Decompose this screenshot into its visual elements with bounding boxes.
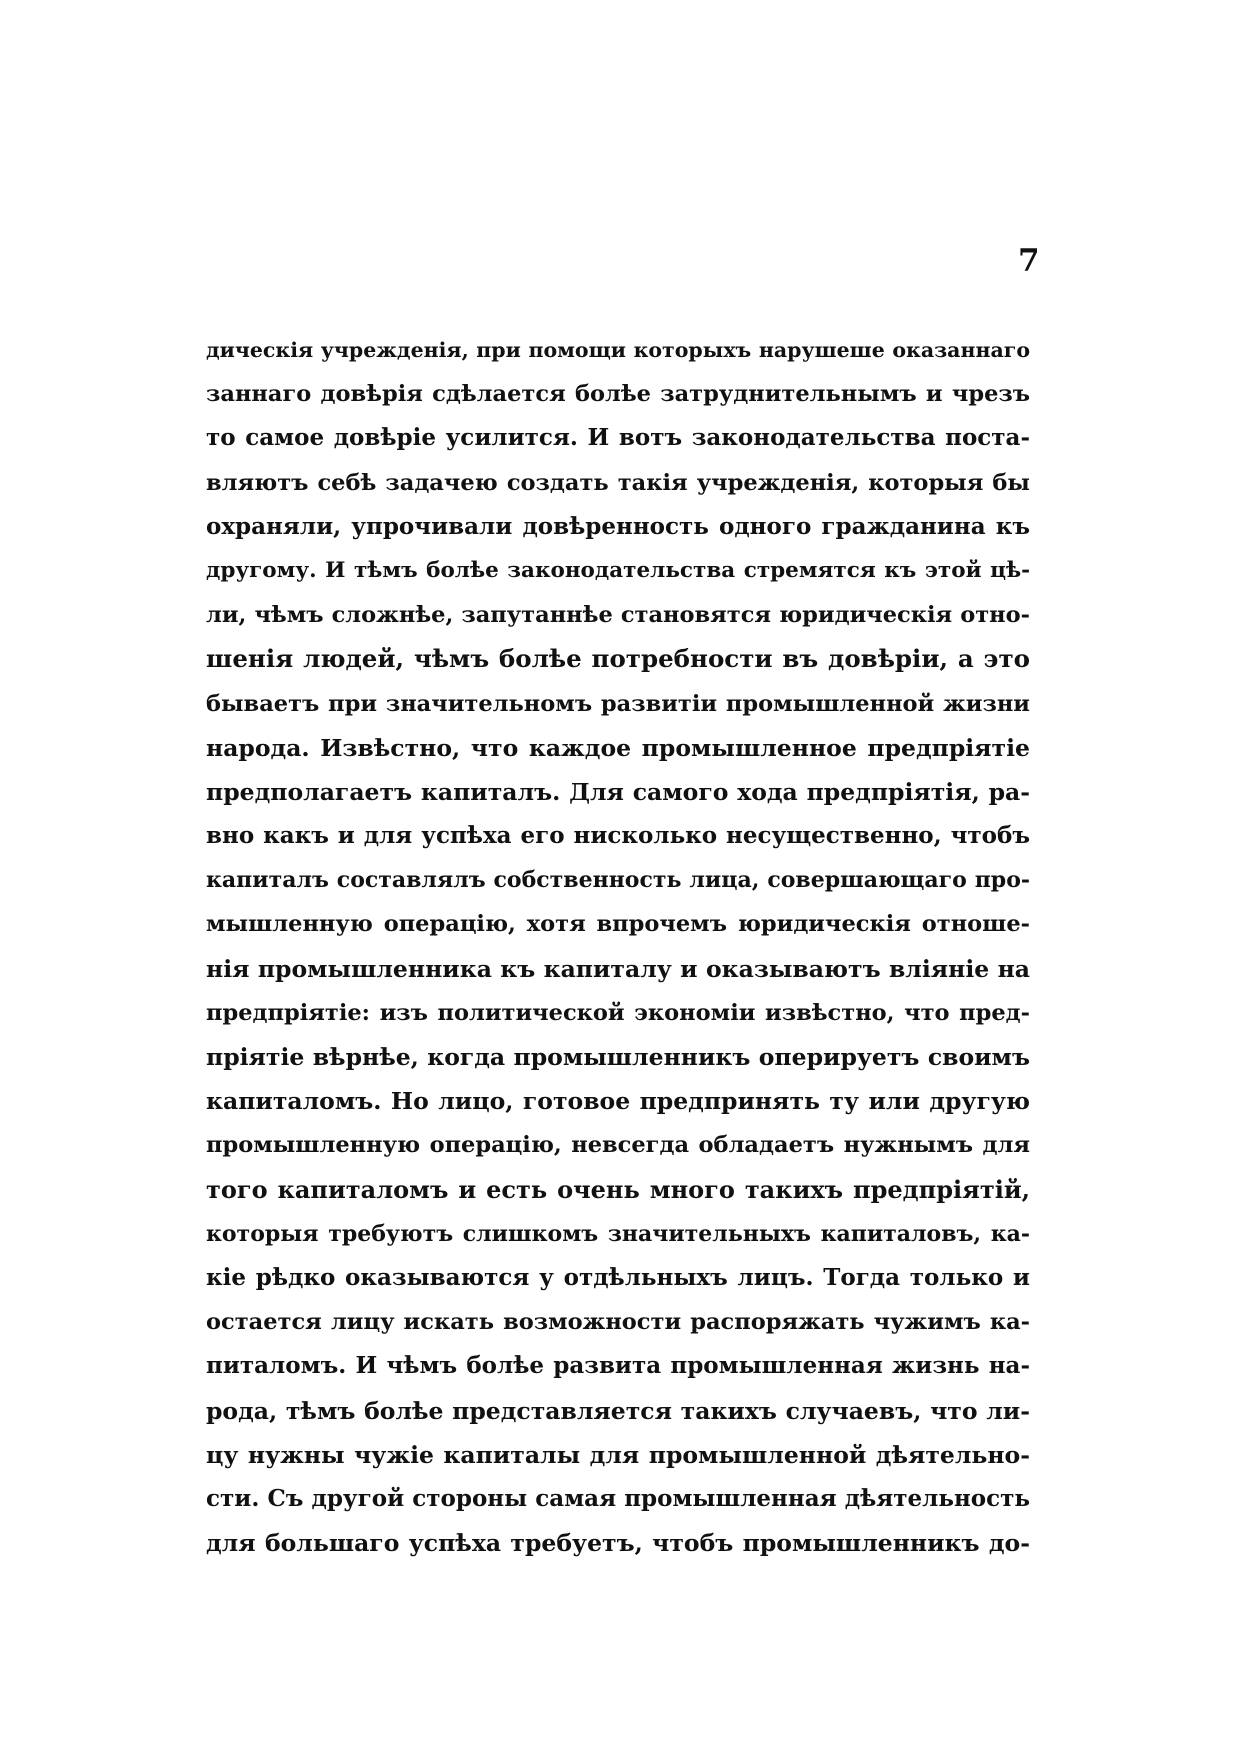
page-number: 7 xyxy=(1018,243,1040,279)
text-line: остается лицу искать возможности распоряжать чужимъ ка- xyxy=(206,1309,1030,1336)
text-line: питаломъ. И чѣмъ болѣе развита промышленная жизнь на- xyxy=(206,1352,1030,1380)
text-line: предпріятіе: изъ политической экономіи извѣстно, что пред- xyxy=(206,999,1030,1026)
text-line: охраняли, упрочивали довѣренность одного гражданина къ xyxy=(206,512,1030,540)
text-line: бываетъ при значительномъ развитіи промышленной жизни xyxy=(206,690,1030,717)
text-line: кіе рѣдко оказываются у отдѣльныхъ лицъ. Тогда только и xyxy=(206,1263,1030,1291)
text-line: которыя требуютъ слишкомъ значительныхъ капиталовъ, ка- xyxy=(206,1220,1030,1247)
text-line: то самое довѣріе усилится. И вотъ законодательства поста- xyxy=(206,424,1030,452)
text-line: народа. Извѣстно, что каждое промышленное предпріятіе xyxy=(206,733,1030,762)
text-line: нія промышленника къ капиталу и оказываютъ вліяніе на xyxy=(206,954,1030,983)
text-line: цу нужны чужіе капиталы для промышленной дѣятельно- xyxy=(206,1440,1030,1469)
text-line: вно какъ и для успѣха его нисколько несущественно, чтобъ xyxy=(206,822,1030,850)
text-line: ли, чѣмъ сложнѣе, запутаннѣе становятся юридическія отно- xyxy=(206,602,1030,629)
text-line: капиталомъ. Но лицо, готовое предпринять ту или другую xyxy=(206,1087,1030,1116)
text-line: заннаго довѣрія сдѣлается болѣе затруднительнымъ и чрезъ xyxy=(206,381,1030,408)
text-line: капиталъ составлялъ собственность лица, совершающаго про- xyxy=(206,867,1030,894)
text-line: мышленную операцію, хотя впрочемъ юридическія отноше- xyxy=(206,911,1030,938)
body-text xyxy=(206,328,1030,1565)
text-line: дическія учрежденія, при помощи которыхъ нарушеше оказаннаго xyxy=(206,338,1030,362)
text-line: шенія людей, чѣмъ болѣе потребности въ довѣріи, а это xyxy=(206,644,1030,674)
text-line: другому. И тѣмъ болѣе законодательства стремятся къ этой цѣ- xyxy=(206,557,1030,583)
text-line: вляютъ себѣ задачею создать такія учрежденія, которыя бы xyxy=(206,469,1030,496)
text-line: того капиталомъ и есть очень много такихъ предпріятій, xyxy=(206,1174,1030,1204)
text-line: сти. Съ другой стороны самая промышленная дѣятельность xyxy=(206,1484,1030,1512)
text-line: промышленную операцію, невсегда обладаетъ нужнымъ для xyxy=(206,1132,1030,1159)
text-line: пріятіе вѣрнѣе, когда промышленникъ оперируетъ своимъ xyxy=(206,1043,1030,1071)
text-line: для большаго успѣха требуетъ, чтобъ промышленникъ до- xyxy=(206,1529,1030,1558)
text-line: рода, тѣмъ болѣе представляется такихъ случаевъ, что ли- xyxy=(206,1396,1030,1425)
text-line: предполагаетъ капиталъ. Для самого хода предпріятія, ра- xyxy=(206,777,1030,806)
